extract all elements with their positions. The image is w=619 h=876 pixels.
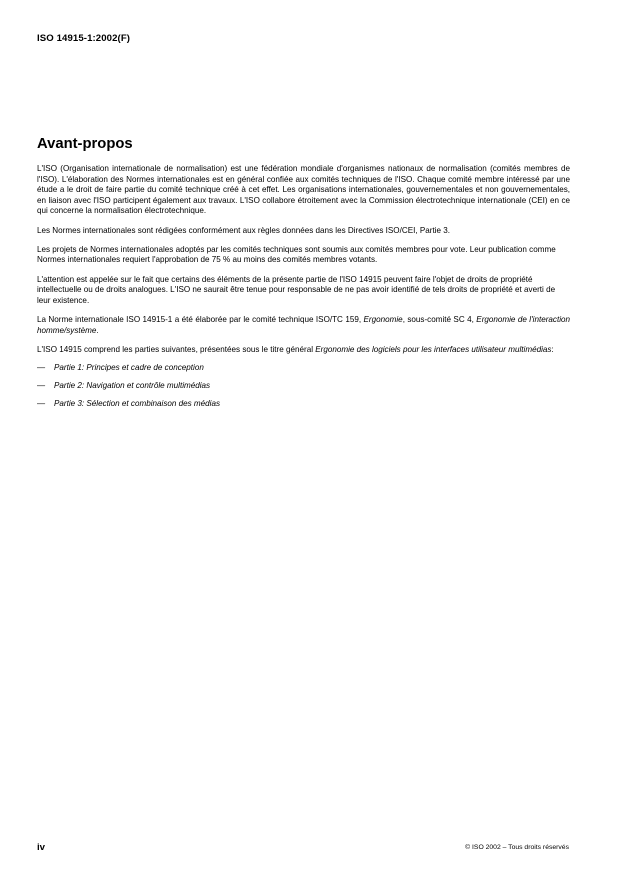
paragraph-parts-intro bbox=[37, 345, 570, 356]
list-dash: — bbox=[37, 362, 46, 372]
parts-list bbox=[37, 363, 570, 410]
list-item bbox=[37, 363, 570, 374]
paragraph-patent-rights: L'attention est appelée sur le fait que certains des éléments de la présente partie de l'ISO 14915 peuvent faire l'objet de droits de propriété intellectuelle ou de droits analogues. L'ISO ne saurait être tenue pour responsable de ne pas avoir identifié de tels droits de propriété et averti de leur existence. bbox=[37, 274, 556, 305]
parts-intro-text: L'ISO 14915 comprend les parties suivantes, présentées sous le titre général bbox=[37, 344, 316, 354]
list-dash: — bbox=[37, 398, 46, 408]
committee-sc-name: Ergonomie de l'interaction homme/système bbox=[37, 314, 570, 335]
part-2-label: Partie 2: Navigation et contrôle multimédias bbox=[54, 380, 211, 390]
section-title: Avant-propos bbox=[37, 136, 133, 152]
document-identifier: ISO 14915-1:2002(F) bbox=[37, 33, 131, 44]
list-item bbox=[37, 381, 570, 392]
paragraph-voting: Les projets de Normes internationales adoptés par les comités techniques sont soumis aux comités membres pour vote. Leur publication comme Normes internationales requiert l'approbation de 75 % au moins des comités membres votants. bbox=[37, 244, 556, 265]
page-number: iv bbox=[37, 842, 46, 853]
committee-text-2: , sous-comité SC 4, bbox=[402, 314, 477, 324]
committee-tc-name: Ergonomie bbox=[363, 314, 403, 324]
paragraph-iso-organisation: L'ISO (Organisation internationale de normalisation) est une fédération mondiale d'organismes nationaux de normalisation (comités membres de l'ISO). L'élaboration des Normes internationales est en général confiée aux comités techniques de l'ISO. Chaque comité membre intéressé par une étude a le droit de faire partie du comité technique créé à cet effet. Les organisations internationales, gouvernementales et non gouvernementales, en liaison avec l'ISO participent également aux travaux. L'ISO collabore étroitement avec la Commission électrotechnique internationale (CEI) en ce qui concerne la normalisation électrotechnique. bbox=[37, 164, 570, 216]
committee-text-1: La Norme internationale ISO 14915-1 a été élaborée par le comité technique ISO/TC 159, bbox=[37, 314, 364, 324]
foreword-body bbox=[37, 164, 570, 417]
paragraph-committee bbox=[37, 315, 570, 336]
part-3-label: Partie 3: Sélection et combinaison des médias bbox=[54, 398, 221, 408]
parts-intro-colon: : bbox=[551, 344, 554, 354]
list-dash: — bbox=[37, 380, 46, 390]
copyright-notice: © ISO 2002 – Tous droits réservés bbox=[465, 844, 569, 851]
part-1-label: Partie 1: Principes et cadre de conception bbox=[54, 362, 204, 372]
list-item bbox=[37, 399, 570, 410]
paragraph-drafting-rules: Les Normes internationales sont rédigées conformément aux règles données dans les Directives ISO/CEI, Partie 3. bbox=[37, 225, 450, 235]
committee-text-3: . bbox=[96, 325, 99, 335]
parts-general-title: Ergonomie des logiciels pour les interfaces utilisateur multimédias bbox=[315, 344, 552, 354]
